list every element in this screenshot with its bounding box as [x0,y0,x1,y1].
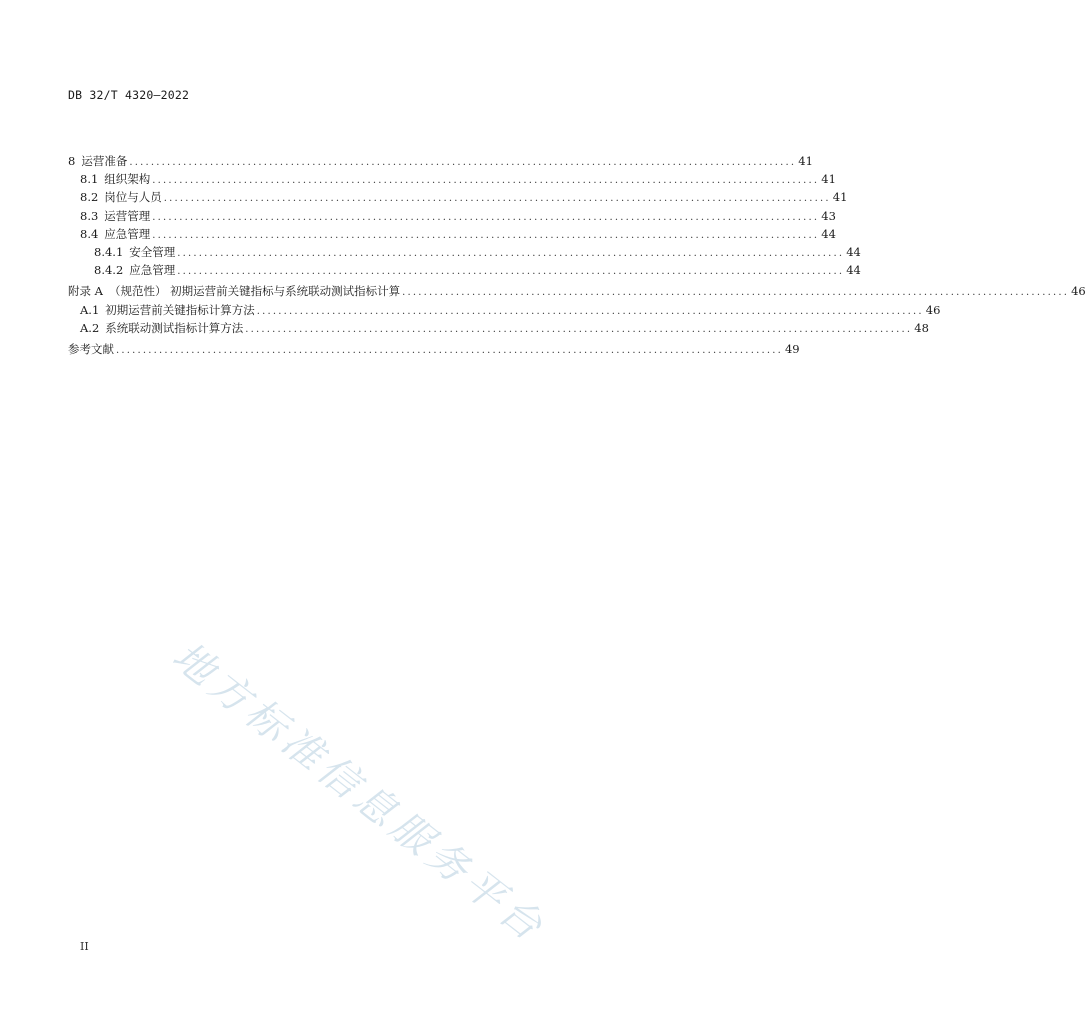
toc-leader-dots: ............................................................................................................................ [402,287,1070,299]
document-code: DB 32/T 4320—2022 [68,88,190,102]
toc-entry-title: 8.2 岗位与人员 [80,190,162,205]
toc-entry-title: A.2 系统联动测试指标计算方法 [80,320,244,335]
toc-leader-dots: ............................................................................................................................ [163,193,831,205]
toc-leader-dots: ............................................................................................................................ [129,157,797,168]
toc-entry-page: 44 [846,244,861,259]
toc-entry[interactable] [68,243,861,261]
toc-entry-page: 44 [821,226,836,241]
toc-entry-title: 参考文献 [68,341,114,356]
toc-entry-title: A.1 初期运营前关键指标计算方法 [80,302,255,317]
toc-entry-references[interactable] [68,340,800,358]
toc-entry-title: 附录 A （规范性） 初期运营前关键指标与系统联动测试指标计算 [68,284,401,299]
toc-entry-title: 8.4.2 应急管理 [94,263,176,278]
toc-entry-title: 8.3 运营管理 [80,208,151,223]
toc-leader-dots: ............................................................................................................................ [152,175,820,187]
toc-entry-page: 46 [1071,284,1086,299]
toc-entry-page: 48 [914,320,929,335]
toc-leader-dots: ............................................................................................................................ [116,344,783,356]
toc-leader-dots: ............................................................................................................................ [256,305,924,317]
toc-leader-dots: ............................................................................................................................ [177,247,845,259]
toc-leader-dots: ............................................................................................................................ [152,211,820,223]
toc-entry-page: 43 [821,208,836,223]
table-of-contents [68,152,1086,358]
toc-entry[interactable] [68,207,836,225]
toc-entry[interactable] [68,261,861,279]
toc-entry-page: 41 [798,154,813,168]
toc-entry-title: 8 运营准备 [68,154,128,168]
toc-entry-page: 49 [784,341,800,356]
toc-entry[interactable] [68,170,836,188]
toc-entry[interactable] [68,225,836,243]
toc-entry[interactable] [68,152,813,170]
toc-entry[interactable] [68,319,929,337]
toc-entry-page: 41 [821,172,836,187]
toc-leader-dots: ............................................................................................................................ [152,229,820,241]
toc-entry[interactable] [68,301,941,319]
watermark-text: 地方标准信息服务平台 [163,633,555,953]
toc-entry-title: 8.4 应急管理 [80,226,151,241]
toc-leader-dots: ............................................................................................................................ [177,266,845,278]
toc-entry-appendix[interactable] [68,282,1086,300]
toc-entry[interactable] [68,188,848,206]
toc-entry-title: 8.4.1 安全管理 [94,244,176,259]
toc-entry-page: 41 [832,190,848,205]
toc-entry-page: 46 [925,302,941,317]
page-number: II [80,940,89,953]
toc-entry-page: 44 [846,263,861,278]
toc-leader-dots: ............................................................................................................................ [245,323,913,335]
toc-entry-title: 8.1 组织架构 [80,172,151,187]
